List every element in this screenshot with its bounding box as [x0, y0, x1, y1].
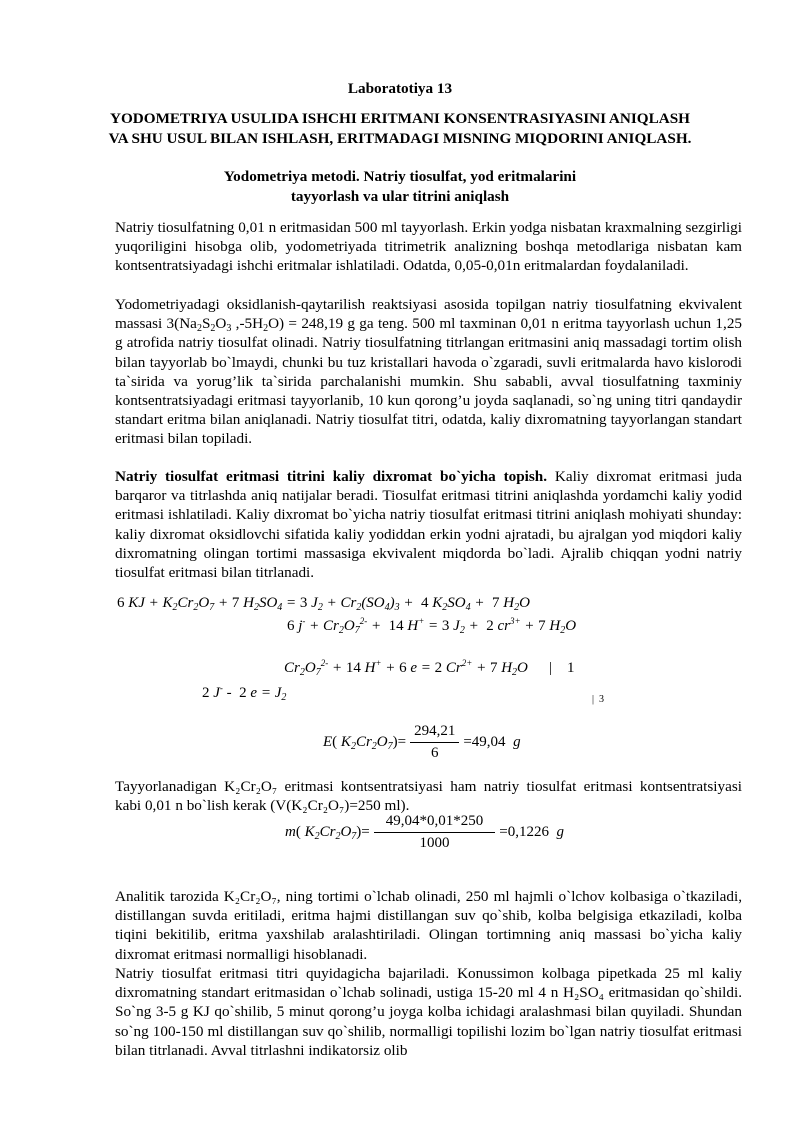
paragraph-2: Yodometriyadagi oksidlanish-qaytarilish reaktsiyasi asosida topilgan natriy tiosulfatning ekvivalent massasi $3(Na_2S_2O_3$ $,-5H_2O) = 248,19$ g ga teng. 500 ml taxminan 0,01 n eritma tayyorlash uchun 1,25 g atrofida natriy tiosulfat olinadi. Natriy tiosulfatning titrlangan eritmasini aniq massadagi tortim olish bilan tayyorlab bo`lmaydi, chunki bu tuz kristallari havoda o`zgaradi, suvli eritmalarda havo kislorodi ta`sirida va yorug’lik ta`sirida parchalanishi mumkin. Shu sababli, avval tiosulfatning taxminiy kontsentratsiyadagi eritmasi tayyorlanib, 10 kun qorong’u joyda saqlanadi, so`ng uning titri qandaydir standart eritma bilan aniqlanadi. Natriy tiosulfat titri, odatda, kaliy dixromatning tayyorlangan standart eritmasi bilan topiladi. [115, 296, 743, 448]
paragraph-5: Analitik tarozida K₂Cr₂O₇, ning tortimi o`lchab olinadi, 250 ml hajmli o`lchov kolbasiga o`tkaziladi, distillangan suvda eritiladi, eritma hajmi distillangan suv qo`shib, kolba belgisiga etkaziladi, kolba tiqini bekitilib, eritma yaxshilab aralashtiriladi. Olingan tortimning aniq massasi bo`yicha kaliy dixromat eritmasi normalligi hisoblanadi. [115, 888, 742, 963]
paragraph-1: Natriy tiosulfatning 0,01 n eritmasidan 500 ml tayyorlash. Erkin yodga nisbatan kraxmalning sezgirligi yuqoriligini hisobga olib, yodometriyada titrimetrik analizning boshqa metodlariga nisbatan kam kontsentratsiyadagi ishchi eritmalar ishlatiladi. Odatda, 0,05-0,01n eritmalardan foydalaniladi. [115, 219, 742, 275]
main-heading [100, 109, 700, 149]
equation-mass: m( $K_2Cr_2O_7)=$ $\frac{49,04*0,01*250}{1000}$ =0,1226 g [285, 812, 564, 853]
mass-fraction [374, 812, 496, 853]
sub-heading-line-2: tayyorlash va ular titrini aniqlash [290, 188, 510, 205]
paragraph-3-text: Kaliy dixromat eritmasi juda barqaror va titrlashda aniq natijalar beradi. Tiosulfat eritmasi titrini aniqlashda yordamchi kaliy yodid eritmasi ishlatiladi. Kaliy dixromat bo`yicha natriy tiosulfat eritmasi titrini aniqlash mohiyati shunday: kaliy dixromat oksidlovchi sifatida kaliy yodiddan erkin yodni ajratadi, bu ajralgan yod miqdori kaliy dixromatning olingan tortimi massasiga ekvivalent miqdorda bo`ladi. Ajralib chiqqan yodni natriy tiosulfat eritmasi bilan titrlanadi. [115, 468, 742, 582]
mass-result: =0,1226 [499, 824, 549, 841]
half-reaction-1-coefficient: | 1 [549, 660, 575, 676]
mass-unit: g [556, 824, 564, 841]
equivalent-mass-unit: g [513, 734, 521, 751]
mass-denominator: 1000 [419, 835, 450, 852]
sub-heading [160, 167, 640, 207]
mass-numerator: 49,04*0,01*250 [374, 812, 496, 833]
paragraph-6: Natriy tiosulfat eritmasi titri quyidagicha bajariladi. Konussimon kolbaga pipetkada 25 ml kaliy dixromatning standart eritmasidan o`lchab solinadi, ustiga 15-20 ml 4 n H₂SO₄ eritmasidan qo`shildi. So`ng 3-5 g KJ qo`shilib, 5 minut qorong’u joyga kolba ichidagi aralashmasi bilan quyiladi. Shundan so`ng 100-150 ml distillangan suv qo`shilib, normalligi topilishi lozim bo`lgan natriy tiosulfat eritmasi bilan titrlanadi. Avval titrlashni indikatorsiz olib [115, 965, 742, 1059]
half-reaction-2-coefficient-value: 3 [599, 694, 605, 705]
paragraph-3 [115, 467, 742, 582]
half-reaction-2-coefficient: | 3 [592, 694, 605, 705]
lab-title: Laboratotiya 13 [347, 80, 453, 97]
equation-half-reaction-1: $Cr_2O_7^{2-} + 14$ H+ + 6 e = 2 $Cr^{2+} + 7$ $H_2O$ [284, 658, 528, 678]
half-reaction-1-coefficient-value: 1 [567, 660, 575, 676]
sub-heading-line-1: Yodometriya metodi. Natriy tiosulfat, yod eritmalarini [223, 168, 577, 185]
equivalent-mass-numerator: 294,21 [410, 722, 459, 743]
equivalent-mass-fraction [410, 722, 459, 763]
equivalent-mass-result: =49,04 [463, 734, 506, 751]
equation-half-reaction-2: 2 J- - 2 $e = J_2$ [202, 683, 287, 703]
paragraph-2-part-a: Yodometriyadagi oksidlanish-qaytarilish reaktsiyasi asosida topilgan natriy tiosulfatning ekvivalent massasi 3(Na [115, 296, 742, 333]
paragraph-3-bold-lead: Natriy tiosulfat eritmasi titrini kaliy dixromat bo`yicha topish. [115, 468, 548, 485]
paragraph-2-part-c: O [215, 315, 227, 333]
equation-molecular: 6 KJ + $K_2Cr_2O_7 + 7$ $H_2SO_4 = 3$ $J_2 + Cr_2(SO_4)_3 + 4$ $K_2SO_4 + 7$ $H_2O$ [117, 595, 530, 613]
equation-ionic: 6 $j^- + Cr_2O_7^{2-} + 14$ H+ = 3 $J_2 + 2$ $cr^{3+} + 7$ $H_2O$ [287, 616, 577, 636]
equivalent-mass-denominator: 6 [430, 745, 439, 762]
main-heading-line-2: VA SHU USUL BILAN ISHLASH, ERITMADAGI MISNING MIQDORINI ANIQLASH. [108, 130, 692, 147]
equation-equivalent-mass: E( $K_2Cr_2O_7)=$ $\frac{294,21}{6}$ =49,04 g [323, 722, 521, 763]
paragraph-2-part-e: O) = 248,19 g ga teng. 500 ml taxminan 0,01 n eritma tayyorlash uchun 1,25 g atrofida natriy tiosulfat olinadi. Natriy tiosulfatning titrlangan eritmasini aniq massadagi tortim olish bilan tayyorlab bo`lmaydi, chunki bu tuz kristallari havoda o`zgaradi, suvli eritmalarda havo kislorodi ta`sirida va yorug’lik ta`sirida parchalanishi mumkin. Shu sababli, avval tiosulfatning taxminiy kontsentratsiyadagi eritmasi tayyorlanib, 10 kun qorong’u joyda saqlanadi, so`ng uning titri qandaydir standart eritma bilan aniqlanadi. Natriy tiosulfat titri, odatda, kaliy dixromatning tayyorlangan standart eritmasi bilan topiladi. [115, 315, 743, 448]
paragraph-4: Tayyorlanadigan K₂Cr₂O₇ eritmasi kontsentratsiyasi ham natriy tiosulfat eritmasi kontsentratsiyasi kabi 0,01 n bo`lish kerak (V(K₂Cr₂O₇)=250 ml). [115, 778, 742, 815]
paragraph-2-part-d: ,-5H [231, 315, 264, 333]
main-heading-line-1: YODOMETRIYA USULIDA ISHCHI ERITMANI KONSENTRASIYASINI ANIQLASH [110, 110, 690, 127]
paragraph-2-part-b: S [201, 315, 211, 333]
